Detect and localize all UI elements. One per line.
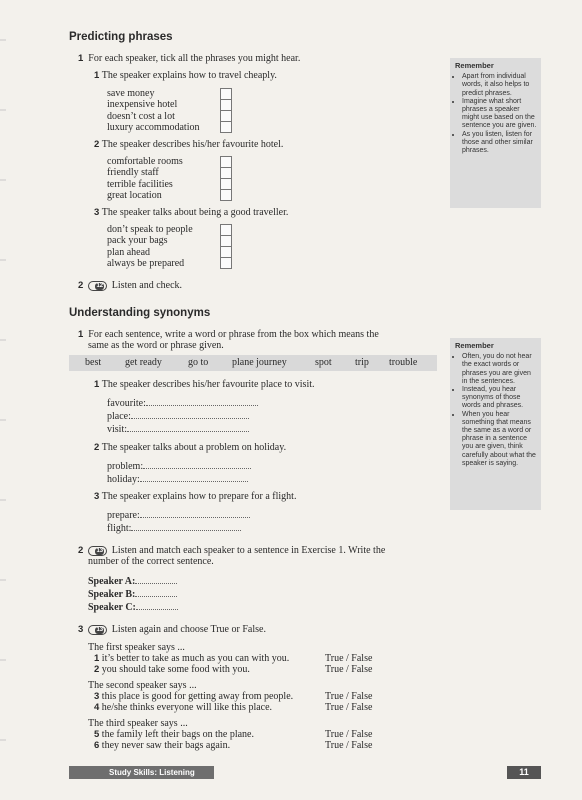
audio-icon[interactable]: 12 bbox=[88, 281, 107, 291]
item-prompt: 2 The speaker talks about a problem on holiday. bbox=[94, 442, 287, 453]
word-box bbox=[69, 355, 437, 371]
phrase: comfortable rooms bbox=[107, 156, 183, 167]
statement: 3 this place is good for getting away from people. bbox=[94, 691, 294, 702]
true-false-choice[interactable]: True / False bbox=[325, 691, 373, 702]
item-prompt: 3 The speaker explains how to prepare for a flight. bbox=[94, 491, 297, 502]
remember-tip: • Imagine what short phrases a speaker might use based on the sentence you are given. bbox=[462, 98, 537, 131]
remember-tip: • Often, you do not hear the exact words or phrases you are given in the sentences. bbox=[462, 353, 537, 386]
box-word: get ready bbox=[125, 357, 162, 368]
item-prompt: 1 The speaker explains how to travel cheaply. bbox=[94, 70, 277, 81]
exercise-1-instruction-cont: same as the word or phrase given. bbox=[88, 340, 224, 351]
speaker-intro: The third speaker says ... bbox=[88, 718, 188, 729]
remember-tip: • As you listen, listen for those and other similar phrases. bbox=[462, 131, 537, 156]
true-false-choice[interactable]: True / False bbox=[325, 664, 373, 675]
true-false-choice[interactable]: True / False bbox=[325, 653, 373, 664]
exercise-2-listen: 2 12 Listen and check. bbox=[78, 280, 183, 291]
phrase-list bbox=[107, 224, 193, 270]
exercise-2-instruction-cont: number of the correct sentence. bbox=[88, 556, 214, 567]
remember-title: Remember bbox=[455, 61, 494, 70]
box-word: go to bbox=[188, 357, 209, 368]
tick-box[interactable] bbox=[220, 257, 232, 269]
phrase-list bbox=[107, 156, 183, 202]
statement: 6 they never saw their bags again. bbox=[94, 740, 231, 751]
statement: 4 he/she thinks everyone will like this place. bbox=[94, 702, 273, 713]
exercise-1-instruction: 1 For each sentence, write a word or phrase from the box which means the bbox=[78, 329, 379, 340]
statement: 1 it’s better to take as much as you can with you. bbox=[94, 653, 290, 664]
remember-box-2 bbox=[450, 338, 541, 510]
remember-tip: • When you hear something that means the same as a word or phrase in a sentence you are given, think carefully about what the speaker is saying. bbox=[462, 411, 537, 468]
speaker-field[interactable]: Speaker B: bbox=[88, 588, 177, 600]
margin-marks bbox=[0, 0, 8, 800]
section-title-synonyms: Understanding synonyms bbox=[69, 307, 211, 319]
remember-box-1 bbox=[450, 58, 541, 208]
page-number: 11 bbox=[507, 766, 541, 779]
statement: 5 the family left their bags on the plane. bbox=[94, 729, 254, 740]
box-word: spot bbox=[315, 357, 332, 368]
phrase: pack your bags bbox=[107, 235, 168, 247]
phrase-list bbox=[107, 88, 199, 134]
speaker-field[interactable]: Speaker C: bbox=[88, 601, 178, 613]
remember-tip: • Apart from individual words, it also helps to predict phrases. bbox=[462, 73, 537, 98]
box-word: plane journey bbox=[232, 357, 287, 368]
speaker-field[interactable]: Speaker A: bbox=[88, 575, 177, 587]
remember-tip: • Instead, you hear synonyms of those words and phrases. bbox=[462, 386, 537, 411]
tick-box[interactable] bbox=[220, 121, 232, 133]
phrase: save money bbox=[107, 88, 155, 99]
phrase: luxury accommodation bbox=[107, 122, 200, 134]
true-false-choice[interactable]: True / False bbox=[325, 729, 373, 740]
answer-field[interactable]: place: bbox=[107, 410, 249, 422]
answer-field[interactable]: visit: bbox=[107, 423, 249, 435]
answer-field[interactable]: prepare: bbox=[107, 509, 250, 521]
speaker-intro: The second speaker says ... bbox=[88, 680, 197, 691]
exercise-3-instruction: 3 13 Listen again and choose True or False. bbox=[78, 624, 266, 635]
audio-icon[interactable]: 13 bbox=[88, 546, 107, 556]
phrase: always be prepared bbox=[107, 258, 185, 270]
answer-field[interactable]: holiday: bbox=[107, 473, 248, 485]
answer-field[interactable]: favourite: bbox=[107, 397, 258, 409]
phrase: inexpensive hotel bbox=[107, 99, 178, 111]
item-prompt: 1 The speaker describes his/her favourite place to visit. bbox=[94, 379, 315, 390]
tick-box[interactable] bbox=[220, 189, 232, 201]
phrase: plan ahead bbox=[107, 246, 151, 258]
audio-icon[interactable]: 13 bbox=[88, 625, 107, 635]
exercise-2-instruction: 2 13 Listen and match each speaker to a sentence in Exercise 1. Write the bbox=[78, 545, 386, 556]
statement: 2 you should take some food with you. bbox=[94, 664, 250, 675]
box-word: trip bbox=[355, 357, 369, 368]
phrase: great location bbox=[107, 190, 162, 202]
remember-title: Remember bbox=[455, 341, 494, 350]
phrase: don’t speak to people bbox=[107, 224, 193, 235]
footer-section-label: Study Skills: Listening bbox=[69, 766, 214, 779]
box-word: trouble bbox=[389, 357, 418, 368]
true-false-choice[interactable]: True / False bbox=[325, 740, 373, 751]
phrase: terrible facilities bbox=[107, 178, 173, 190]
phrase: friendly staff bbox=[107, 167, 159, 179]
box-word: best bbox=[85, 357, 102, 368]
item-prompt: 2 The speaker describes his/her favourite hotel. bbox=[94, 139, 284, 150]
section-title-predicting: Predicting phrases bbox=[69, 31, 173, 43]
item-prompt: 3 The speaker talks about being a good traveller. bbox=[94, 207, 289, 218]
true-false-choice[interactable]: True / False bbox=[325, 702, 373, 713]
answer-field[interactable]: flight: bbox=[107, 522, 241, 534]
phrase: doesn’t cost a lot bbox=[107, 110, 175, 122]
speaker-intro: The first speaker says ... bbox=[88, 642, 185, 653]
exercise-1-instruction: 1 For each speaker, tick all the phrases you might hear. bbox=[78, 53, 301, 64]
answer-field[interactable]: problem: bbox=[107, 460, 251, 472]
